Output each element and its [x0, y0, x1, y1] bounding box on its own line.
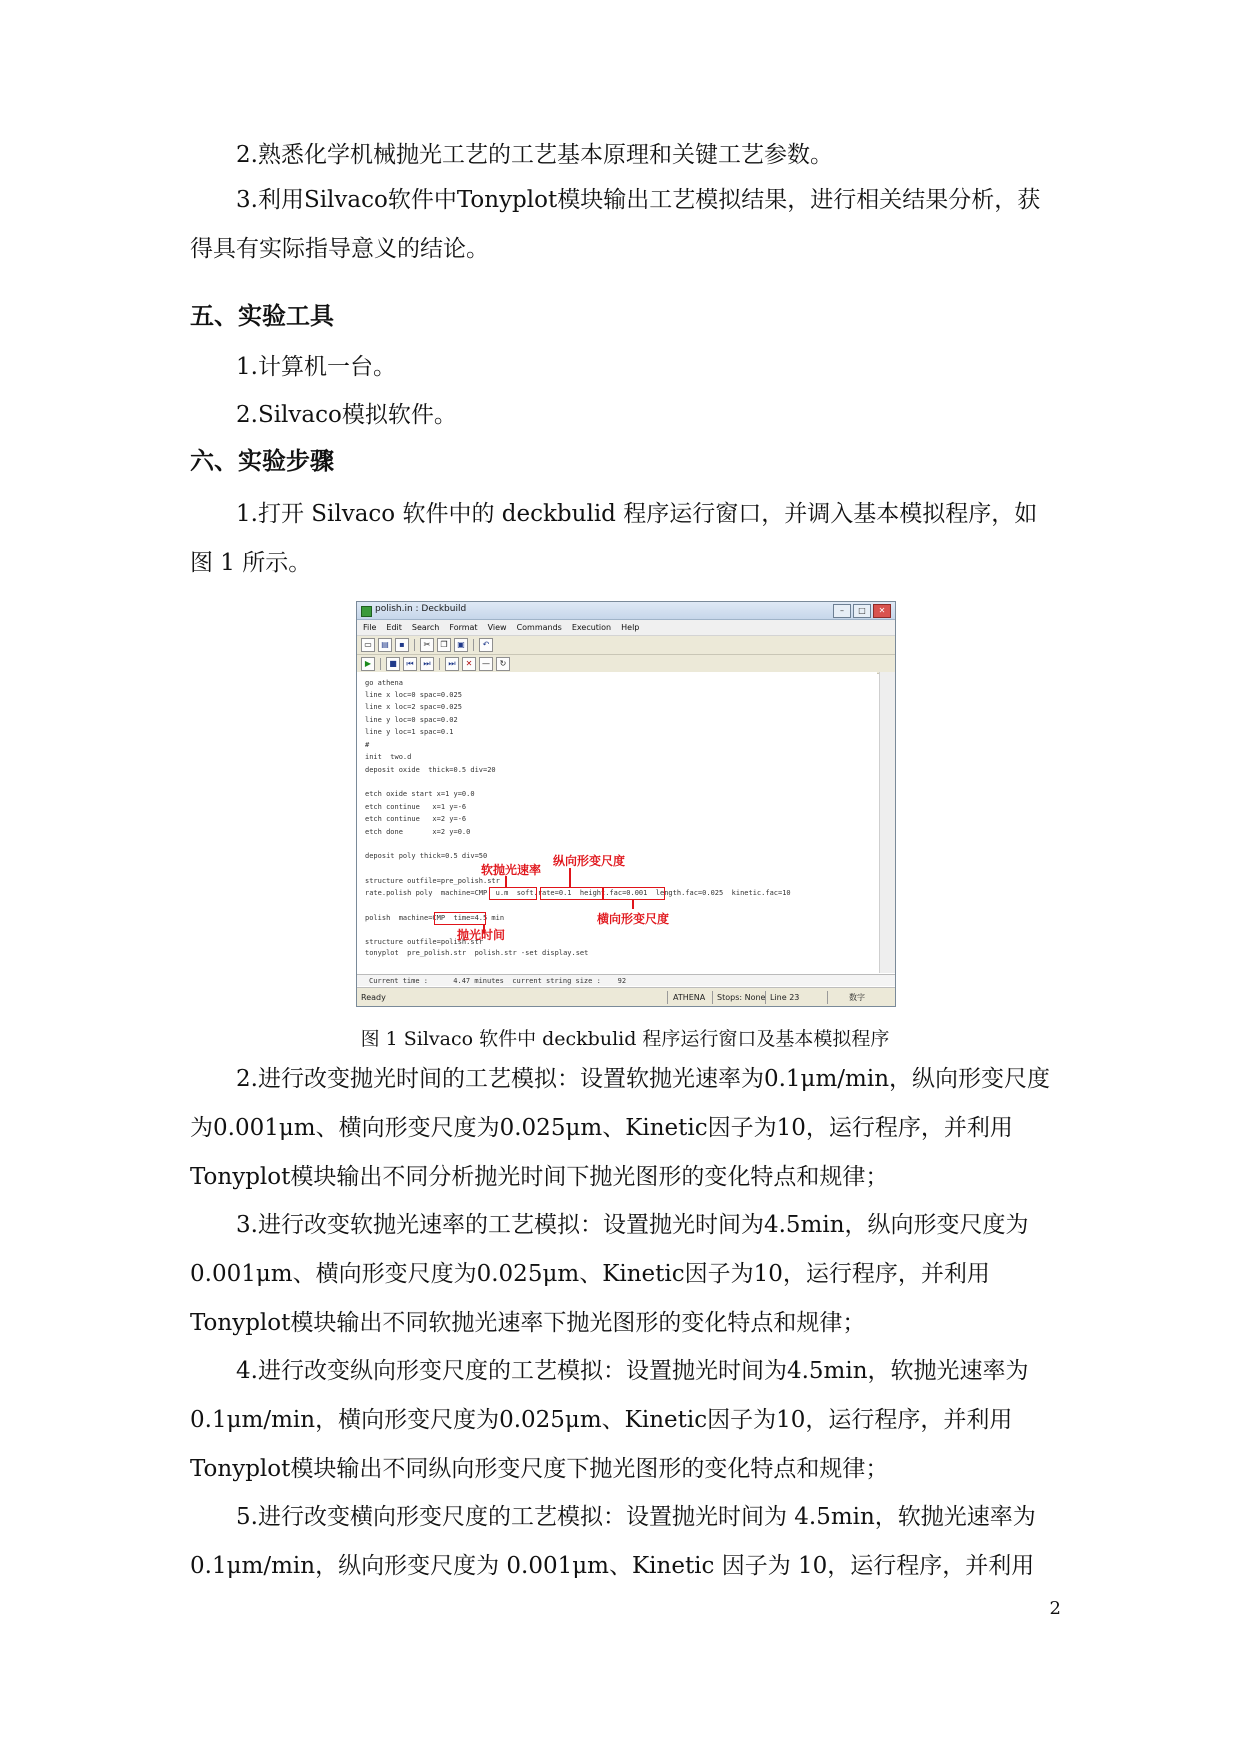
undo-icon[interactable]: ↶ [479, 638, 493, 652]
code-line: # [365, 741, 370, 749]
code-line: deposit poly thick=0.5 div=50 [365, 852, 488, 860]
length-fac-annotation: 横向形变尺度 [597, 912, 670, 926]
kill-icon[interactable]: ✕ [462, 657, 476, 671]
menu-edit[interactable]: Edit [386, 623, 402, 632]
status-ime: 数字 [849, 993, 865, 1002]
file-toolbar [357, 636, 895, 655]
soft-rate-annotation: 软抛光速率 [481, 863, 542, 877]
paragraph-tool-1: 1.计算机一台。 [236, 354, 396, 380]
status-divider [827, 991, 828, 1004]
page-number: 2 [1049, 1598, 1061, 1619]
section-heading-tools: 五、实验工具 [190, 302, 334, 330]
clear-icon[interactable]: — [479, 657, 493, 671]
code-line: init two.d [365, 753, 412, 761]
height-fac-annotation: 纵向形变尺度 [553, 854, 626, 868]
step-forward-icon[interactable]: ⏭ [420, 657, 434, 671]
time-annotation: 抛光时间 [457, 928, 506, 942]
code-line: line x loc=0 spac=0.025 [365, 691, 462, 699]
menu-file[interactable]: File [363, 623, 377, 632]
editor-scrollbar[interactable] [879, 672, 895, 973]
code-line: deposit oxide thick=0.5 div=20 [365, 766, 496, 774]
cut-icon[interactable]: ✂ [420, 638, 434, 652]
code-line: line y loc=1 spac=0.1 [365, 728, 454, 736]
code-line: structure outfile=polish.str [365, 938, 484, 946]
code-line: etch done x=2 y=0.0 [365, 828, 471, 836]
figure-caption: 图 1 Silvaco 软件中 deckbulid 程序运行窗口及基本模拟程序 [360, 1028, 890, 1050]
toolbar-divider [439, 658, 440, 670]
status-divider [765, 991, 766, 1004]
close-icon[interactable]: ✕ [873, 604, 891, 618]
code-line: go athena [365, 679, 403, 687]
height-fac-connector [569, 868, 571, 887]
paste-icon[interactable]: ▣ [454, 638, 468, 652]
toolbar-divider [380, 658, 381, 670]
status-divider [667, 991, 668, 1004]
code-line: etch continue x=2 y=-6 [365, 815, 467, 823]
time-highlight [434, 912, 486, 925]
status-simulator: ATHENA [673, 993, 706, 1002]
menu-view[interactable]: View [487, 623, 507, 632]
copy-icon[interactable]: ❐ [437, 638, 451, 652]
console-output: Current time : 4.47 minutes current string size : 92 [357, 974, 895, 986]
code-line: line x loc=2 spac=0.025 [365, 703, 462, 711]
code-line: tonyplot pre_polish.str polish.str -set display.set [365, 949, 589, 957]
paragraph-step-2: 2.进行改变抛光时间的工艺模拟：设置软抛光速率为0.1μm/min，纵向形变尺度为0.001μm、横向形变尺度为0.025μm、Kinetic因子为10，运行程序，并利用Tonyplot模块输出不同分析抛光时间下抛光图形的变化特点和规律； [190, 1066, 1051, 1190]
menu-format[interactable]: Format [449, 623, 478, 632]
status-state: Ready [361, 993, 386, 1002]
toolbar-divider [414, 639, 415, 651]
maximize-icon[interactable]: □ [853, 604, 871, 618]
code-line: polish machine=CMP time=4.5 min [365, 914, 505, 922]
paragraph-objective-2: 2.熟悉化学机械抛光工艺的工艺基本原理和关键工艺参数。 [236, 142, 833, 168]
paragraph-step-1: 1.打开 Silvaco 软件中的 deckbulid 程序运行窗口，并调入基本模拟程序，如图 1 所示。 [190, 501, 1038, 576]
window-titlebar [357, 602, 895, 620]
paragraph-step-3: 3.进行改变软抛光速率的工艺模拟：设置抛光时间为4.5min，纵向形变尺度为0.001μm、横向形变尺度为0.025μm、Kinetic因子为10，运行程序，并利用Tonyplot模块输出不同软抛光速率下抛光图形的变化特点和规律； [190, 1212, 1029, 1336]
soft-rate-highlight [489, 887, 537, 900]
paragraph-step-4: 4.进行改变纵向形变尺度的工艺模拟：设置抛光时间为4.5min，软抛光速率为0.1μm/min，横向形变尺度为0.025μm、Kinetic因子为10，运行程序，并利用Tonyplot模块输出不同纵向形变尺度下抛光图形的变化特点和规律； [190, 1358, 1029, 1482]
height-fac-highlight [540, 887, 603, 900]
length-fac-highlight [603, 887, 665, 900]
code-line: line y loc=0 spac=0.02 [365, 716, 458, 724]
window-controls [833, 604, 891, 618]
step-back-icon[interactable]: ⏮ [403, 657, 417, 671]
status-bar [357, 987, 895, 1007]
run-icon[interactable]: ▶ [361, 657, 375, 671]
section-heading-steps: 六、实验步骤 [190, 447, 334, 475]
status-divider [712, 991, 713, 1004]
menu-commands[interactable]: Commands [516, 623, 562, 632]
paragraph-tool-2: 2.Silvaco模拟软件。 [236, 402, 457, 428]
status-line: Line 23 [770, 993, 800, 1002]
code-editor[interactable] [357, 672, 877, 973]
menu-execution[interactable]: Execution [571, 623, 612, 632]
code-line: etch oxide start x=1 y=0.0 [365, 790, 475, 798]
paragraph-objective-3: 3.利用Silvaco软件中Tonyplot模块输出工艺模拟结果，进行相关结果分析，获得具有实际指导意义的结论。 [190, 187, 1041, 262]
code-line: rate.polish poly machine=CMP u.m soft.rate=0.1 height.fac=0.001 length.fac=0.025 kinetic.fac=10 [365, 889, 791, 897]
menu-help[interactable]: Help [621, 623, 640, 632]
menu-bar [357, 620, 895, 636]
toolbar-divider [473, 639, 474, 651]
menu-search[interactable]: Search [411, 623, 440, 632]
length-fac-connector [632, 900, 634, 909]
deckbuild-app-icon [361, 606, 372, 617]
code-line: structure outfile=pre_polish.str [365, 877, 500, 885]
open-file-icon[interactable]: ▤ [378, 638, 392, 652]
window-title: polish.in : Deckbuild [375, 604, 467, 614]
paragraph-step-5: 5.进行改变横向形变尺度的工艺模拟：设置抛光时间为 4.5min，软抛光速率为 0.1μm/min，纵向形变尺度为 0.001μm、Kinetic 因子为 10，运行程序，并利用 [190, 1504, 1036, 1579]
new-file-icon[interactable]: ▭ [361, 638, 375, 652]
deckbuild-screenshot-figure [356, 601, 896, 1007]
code-line: etch continue x=1 y=-6 [365, 803, 467, 811]
save-file-icon[interactable]: ▪ [395, 638, 409, 652]
stop-icon[interactable]: ■ [386, 657, 400, 671]
minimize-icon[interactable]: – [833, 604, 851, 618]
status-stops: Stops: None [717, 993, 766, 1002]
line-start-icon[interactable]: ⏭ [445, 657, 459, 671]
restart-icon[interactable]: ↻ [496, 657, 510, 671]
